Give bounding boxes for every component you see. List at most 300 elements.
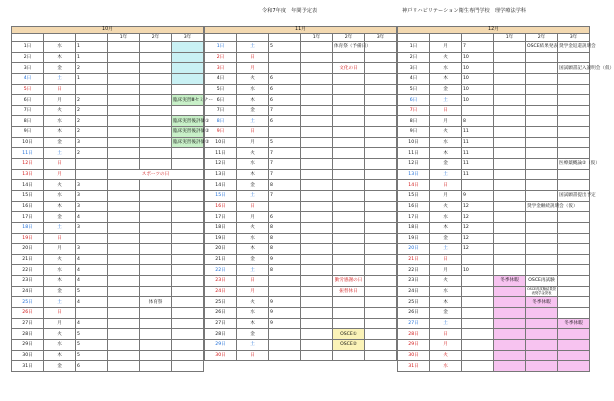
day-weekday: 火 <box>44 105 76 116</box>
week-number: 3 <box>76 244 108 255</box>
day-date: 26日 <box>205 308 237 319</box>
day-row <box>398 244 590 255</box>
event-year1 <box>494 148 526 159</box>
event-year3 <box>558 52 590 63</box>
day-date: 9日 <box>12 127 44 138</box>
event-year2 <box>526 222 558 233</box>
week-number: 8 <box>269 265 301 276</box>
event-year2: 振替休日 <box>333 286 365 297</box>
week-number: 5 <box>269 42 301 53</box>
day-date: 27日 <box>398 318 430 329</box>
event-year1 <box>494 105 526 116</box>
event-year1 <box>301 137 333 148</box>
event-year3 <box>365 148 397 159</box>
day-row <box>12 329 204 340</box>
event-year3 <box>558 212 590 223</box>
week-number <box>269 329 301 340</box>
week-number <box>462 308 494 319</box>
event-year1 <box>108 127 140 138</box>
day-weekday: 金 <box>237 105 269 116</box>
event-year2 <box>140 286 172 297</box>
day-date: 23日 <box>12 276 44 287</box>
day-row <box>398 329 590 340</box>
day-row <box>12 180 204 191</box>
day-row <box>12 244 204 255</box>
day-date: 31日 <box>398 361 430 372</box>
event-year1 <box>108 148 140 159</box>
event-year3 <box>365 190 397 201</box>
event-year1 <box>108 73 140 84</box>
event-year2 <box>140 329 172 340</box>
week-number: 5 <box>76 339 108 350</box>
week-number: 6 <box>76 361 108 372</box>
event-year1 <box>494 84 526 95</box>
day-row <box>205 212 397 223</box>
week-number: 12 <box>462 222 494 233</box>
event-year2 <box>526 254 558 265</box>
week-number: 4 <box>76 212 108 223</box>
week-number: 12 <box>462 212 494 223</box>
event-year3 <box>365 159 397 170</box>
event-year1 <box>108 318 140 329</box>
event-year3 <box>172 254 204 265</box>
day-weekday: 水 <box>44 116 76 127</box>
event-year2: OSCE再試験結果発表奨学金発表 <box>526 286 558 297</box>
day-weekday: 月 <box>430 339 462 350</box>
event-year2 <box>140 254 172 265</box>
day-weekday: 火 <box>237 297 269 308</box>
day-weekday: 木 <box>430 73 462 84</box>
day-weekday: 金 <box>237 180 269 191</box>
event-year3 <box>365 52 397 63</box>
event-year3 <box>365 63 397 74</box>
day-row <box>12 265 204 276</box>
day-row <box>205 159 397 170</box>
event-year2 <box>526 308 558 319</box>
event-year3 <box>365 137 397 148</box>
event-year3 <box>172 52 204 63</box>
column-header-year1: 1年 <box>108 34 140 42</box>
day-row <box>398 159 590 170</box>
event-year1 <box>108 84 140 95</box>
week-number: 6 <box>269 73 301 84</box>
event-year1 <box>494 201 526 212</box>
column-spacer <box>76 34 108 42</box>
week-number: 4 <box>76 276 108 287</box>
day-date: 27日 <box>12 318 44 329</box>
day-row <box>398 265 590 276</box>
event-year2 <box>333 244 365 255</box>
event-year1 <box>108 190 140 201</box>
day-weekday: 土 <box>44 222 76 233</box>
event-year2 <box>526 159 558 170</box>
day-date: 28日 <box>12 329 44 340</box>
day-weekday: 水 <box>237 84 269 95</box>
day-weekday: 金 <box>237 254 269 265</box>
day-row <box>398 233 590 244</box>
day-date: 2日 <box>398 52 430 63</box>
event-year3 <box>172 244 204 255</box>
event-year1 <box>108 233 140 244</box>
day-date: 30日 <box>398 350 430 361</box>
event-year1 <box>301 212 333 223</box>
day-row <box>12 276 204 287</box>
day-weekday: 木 <box>237 95 269 106</box>
day-row <box>12 137 204 148</box>
day-weekday: 水 <box>44 265 76 276</box>
event-year1 <box>301 308 333 319</box>
event-year1 <box>494 180 526 191</box>
day-row <box>12 286 204 297</box>
day-row <box>398 190 590 201</box>
event-year2 <box>333 233 365 244</box>
day-weekday: 土 <box>237 190 269 201</box>
month-name: 11月 <box>205 27 397 34</box>
event-year3 <box>365 169 397 180</box>
day-weekday: 水 <box>430 286 462 297</box>
event-year3 <box>558 84 590 95</box>
event-year1 <box>108 105 140 116</box>
school-name: 神戸リハビリテーション衛生専門学校 理学療法学科 <box>402 8 527 14</box>
event-year2 <box>140 73 172 84</box>
event-year2 <box>333 84 365 95</box>
column-spacer <box>430 34 462 42</box>
week-number: 10 <box>462 52 494 63</box>
day-row <box>398 73 590 84</box>
week-number: 9 <box>269 318 301 329</box>
day-date: 26日 <box>12 308 44 319</box>
event-year2 <box>333 222 365 233</box>
event-year1 <box>108 63 140 74</box>
week-number: 10 <box>462 63 494 74</box>
event-year1 <box>108 42 140 53</box>
event-year1 <box>494 308 526 319</box>
week-number <box>462 105 494 116</box>
day-weekday: 日 <box>430 105 462 116</box>
day-weekday: 月 <box>44 95 76 106</box>
day-row <box>398 42 590 53</box>
event-year1 <box>108 286 140 297</box>
event-year2 <box>526 84 558 95</box>
day-weekday: 金 <box>44 361 76 372</box>
day-row <box>12 95 204 106</box>
day-weekday: 日 <box>44 159 76 170</box>
day-date: 8日 <box>398 116 430 127</box>
day-weekday: 土 <box>430 95 462 106</box>
event-year3 <box>365 212 397 223</box>
week-number: 2 <box>76 127 108 138</box>
event-year1 <box>494 137 526 148</box>
day-date: 2日 <box>205 52 237 63</box>
week-number <box>76 169 108 180</box>
event-year2 <box>333 137 365 148</box>
week-number: 7 <box>462 42 494 53</box>
event-year2 <box>333 297 365 308</box>
event-year3 <box>172 222 204 233</box>
event-year2 <box>140 180 172 191</box>
day-row <box>398 148 590 159</box>
week-number: 1 <box>76 42 108 53</box>
event-year1 <box>108 308 140 319</box>
day-row <box>205 339 397 350</box>
event-year3 <box>365 244 397 255</box>
day-weekday: 日 <box>44 308 76 319</box>
event-year2 <box>333 52 365 63</box>
column-header-row <box>12 34 204 42</box>
event-year1 <box>301 318 333 329</box>
event-year1 <box>108 361 140 372</box>
event-year1 <box>108 95 140 106</box>
event-year3: 国試願書記入説明会（仮） <box>558 63 590 74</box>
event-year2 <box>140 63 172 74</box>
day-weekday: 土 <box>44 73 76 84</box>
day-weekday: 月 <box>237 137 269 148</box>
event-year3: 臨床実習Ⅲセミナー <box>172 95 204 106</box>
event-year3 <box>172 42 204 53</box>
event-year1 <box>494 265 526 276</box>
week-number: 5 <box>76 329 108 340</box>
event-year2 <box>140 233 172 244</box>
event-year3: 冬季休暇 <box>558 318 590 329</box>
day-date: 9日 <box>205 127 237 138</box>
event-year2 <box>333 169 365 180</box>
event-year2: 体育祭（予備日） <box>333 42 365 53</box>
event-year2 <box>526 265 558 276</box>
week-number: 7 <box>269 190 301 201</box>
event-year3 <box>365 127 397 138</box>
week-number: 2 <box>76 116 108 127</box>
day-date: 17日 <box>12 212 44 223</box>
week-number: 6 <box>269 212 301 223</box>
day-date: 22日 <box>398 265 430 276</box>
day-row <box>205 148 397 159</box>
column-header-year1: 1年 <box>301 34 333 42</box>
day-date: 9日 <box>398 127 430 138</box>
day-row <box>12 318 204 329</box>
week-number: 4 <box>76 254 108 265</box>
day-weekday: 火 <box>237 73 269 84</box>
day-row <box>205 350 397 361</box>
week-number <box>76 308 108 319</box>
event-year1 <box>301 52 333 63</box>
event-year1 <box>301 42 333 53</box>
month-name: 12月 <box>398 27 590 34</box>
day-date: 6日 <box>398 95 430 106</box>
week-number: 2 <box>76 95 108 106</box>
week-number: 12 <box>462 244 494 255</box>
week-number: 7 <box>269 105 301 116</box>
day-row <box>205 52 397 63</box>
event-year2 <box>140 222 172 233</box>
day-weekday: 日 <box>237 127 269 138</box>
event-year3 <box>172 361 204 372</box>
day-date: 6日 <box>205 95 237 106</box>
event-year1 <box>301 180 333 191</box>
day-date: 14日 <box>398 180 430 191</box>
day-weekday: 土 <box>237 265 269 276</box>
event-year3 <box>558 329 590 340</box>
week-number: 5 <box>269 137 301 148</box>
day-date: 30日 <box>205 350 237 361</box>
event-year2 <box>526 137 558 148</box>
day-date: 10日 <box>205 137 237 148</box>
day-weekday: 火 <box>430 201 462 212</box>
event-year3 <box>365 105 397 116</box>
day-date: 13日 <box>12 169 44 180</box>
event-year1 <box>108 329 140 340</box>
event-year3 <box>365 73 397 84</box>
event-year1 <box>301 339 333 350</box>
week-number: 9 <box>269 308 301 319</box>
event-year3 <box>172 190 204 201</box>
event-year2 <box>140 201 172 212</box>
column-header-year3: 3年 <box>558 34 590 42</box>
event-year1 <box>301 159 333 170</box>
day-weekday: 火 <box>430 350 462 361</box>
event-year3: 国試願書提出予定 <box>558 190 590 201</box>
event-year1 <box>108 52 140 63</box>
day-row <box>12 169 204 180</box>
day-row <box>205 222 397 233</box>
week-number: 11 <box>462 127 494 138</box>
day-row <box>12 116 204 127</box>
event-year2 <box>333 95 365 106</box>
week-number: 7 <box>269 159 301 170</box>
day-date: 11日 <box>398 148 430 159</box>
event-year1 <box>301 190 333 201</box>
week-number: 9 <box>269 254 301 265</box>
day-weekday: 月 <box>237 63 269 74</box>
day-row <box>12 222 204 233</box>
column-header-year1: 1年 <box>494 34 526 42</box>
week-number <box>76 233 108 244</box>
event-year2 <box>526 105 558 116</box>
month-header-row <box>205 27 397 34</box>
event-year3 <box>365 180 397 191</box>
event-year1 <box>108 159 140 170</box>
event-year3 <box>558 339 590 350</box>
event-year2 <box>526 95 558 106</box>
week-number: 11 <box>462 137 494 148</box>
day-row <box>12 84 204 95</box>
week-number <box>269 286 301 297</box>
day-row <box>398 318 590 329</box>
event-year2 <box>140 308 172 319</box>
event-year3: 医療薬概論②（仮） <box>558 159 590 170</box>
event-year2 <box>333 127 365 138</box>
day-weekday: 土 <box>44 297 76 308</box>
day-weekday: 火 <box>44 254 76 265</box>
event-year2: 体育祭 <box>140 297 172 308</box>
event-year3 <box>365 95 397 106</box>
day-date: 17日 <box>398 212 430 223</box>
event-year1 <box>108 350 140 361</box>
day-weekday: 木 <box>237 318 269 329</box>
day-row <box>12 350 204 361</box>
day-row <box>398 84 590 95</box>
event-year2 <box>140 159 172 170</box>
event-year2 <box>140 190 172 201</box>
day-date: 11日 <box>205 148 237 159</box>
week-number: 4 <box>76 265 108 276</box>
day-weekday: 土 <box>44 148 76 159</box>
day-date: 2日 <box>12 52 44 63</box>
day-date: 16日 <box>12 201 44 212</box>
day-date: 15日 <box>205 190 237 201</box>
event-year3 <box>172 329 204 340</box>
event-year2 <box>333 254 365 265</box>
day-row <box>205 318 397 329</box>
column-header-row <box>205 34 397 42</box>
column-header-year2: 2年 <box>526 34 558 42</box>
day-row <box>398 169 590 180</box>
event-year2 <box>333 201 365 212</box>
event-year2 <box>140 127 172 138</box>
day-date: 27日 <box>205 318 237 329</box>
column-header-year3: 3年 <box>365 34 397 42</box>
day-date: 8日 <box>205 116 237 127</box>
day-row <box>398 116 590 127</box>
day-weekday: 月 <box>44 169 76 180</box>
week-number: 3 <box>76 137 108 148</box>
day-weekday: 金 <box>44 212 76 223</box>
event-year2: 冬季休暇 <box>526 297 558 308</box>
day-weekday: 木 <box>44 201 76 212</box>
event-year1 <box>301 297 333 308</box>
event-year2 <box>140 276 172 287</box>
event-year2: 文化の日 <box>333 63 365 74</box>
event-year1 <box>301 350 333 361</box>
event-year1 <box>301 329 333 340</box>
event-year1 <box>494 329 526 340</box>
event-year2 <box>526 361 558 372</box>
day-weekday: 金 <box>44 137 76 148</box>
day-weekday: 水 <box>44 190 76 201</box>
event-year1 <box>494 190 526 201</box>
event-year2 <box>333 180 365 191</box>
day-row <box>12 63 204 74</box>
column-spacer <box>205 34 237 42</box>
day-row <box>12 297 204 308</box>
day-weekday: 火 <box>430 127 462 138</box>
event-year3 <box>172 286 204 297</box>
event-year1 <box>494 52 526 63</box>
day-weekday: 月 <box>430 265 462 276</box>
day-row <box>398 137 590 148</box>
event-year3 <box>172 105 204 116</box>
day-weekday: 金 <box>430 308 462 319</box>
event-year3 <box>558 350 590 361</box>
event-year3 <box>558 254 590 265</box>
event-year2 <box>333 159 365 170</box>
day-date: 5日 <box>205 84 237 95</box>
event-year3 <box>558 244 590 255</box>
day-row <box>205 190 397 201</box>
event-year1 <box>301 244 333 255</box>
week-number: 1 <box>76 73 108 84</box>
event-year2 <box>526 63 558 74</box>
day-weekday: 土 <box>237 339 269 350</box>
week-number: 3 <box>76 180 108 191</box>
week-number: 1 <box>76 52 108 63</box>
event-year1 <box>301 169 333 180</box>
day-weekday: 日 <box>430 180 462 191</box>
week-number: 11 <box>462 169 494 180</box>
day-row <box>205 73 397 84</box>
day-weekday: 日 <box>237 350 269 361</box>
week-number: 10 <box>462 95 494 106</box>
event-year2 <box>140 105 172 116</box>
